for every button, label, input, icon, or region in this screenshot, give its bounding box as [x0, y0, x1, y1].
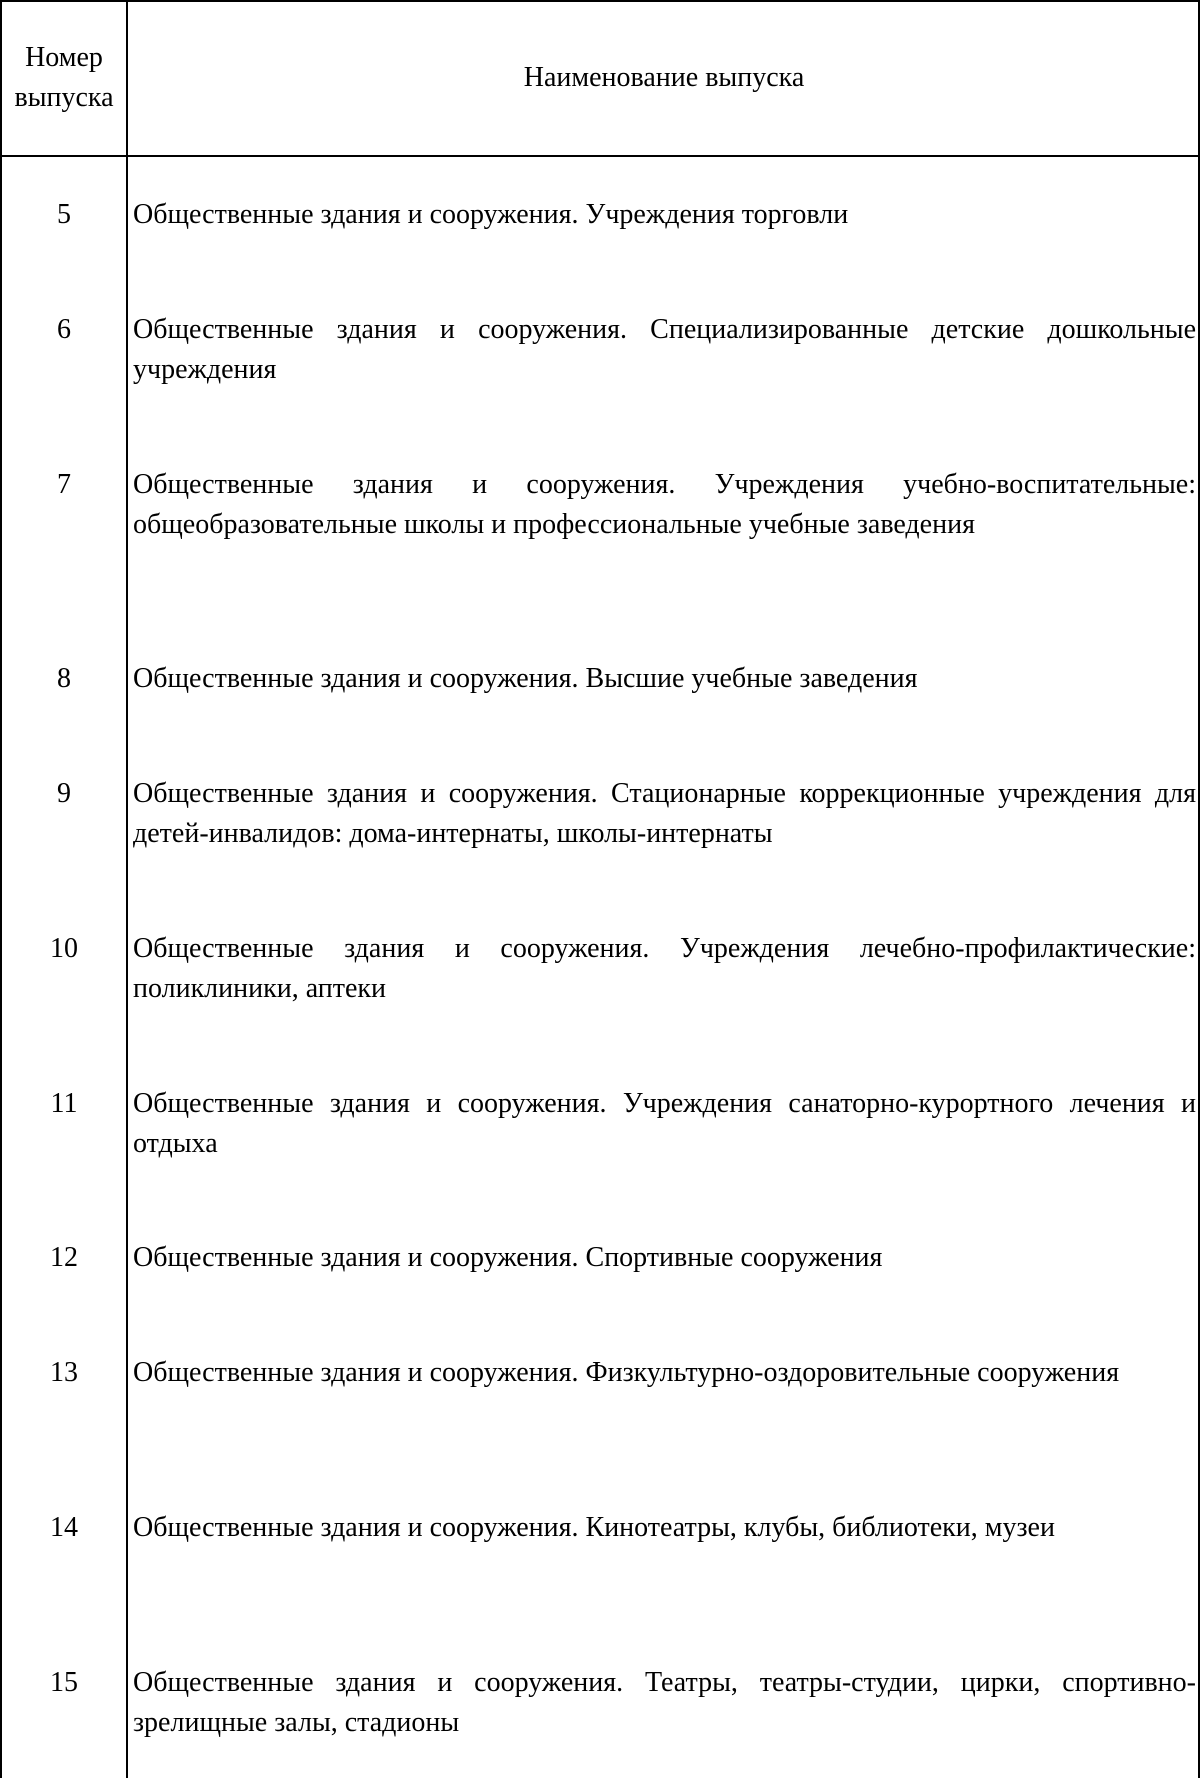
row-name: Общественные здания и сооружения. Театры, театры-студии, цирки, спортивно-зрелищные залы, стадионы [133, 1667, 1196, 1738]
row-name: Общественные здания и сооружения. Спортивные сооружения [133, 1242, 883, 1273]
row-number: 15 [50, 1667, 78, 1698]
row-name: Общественные здания и сооружения. Учреждения торговли [133, 199, 849, 230]
row-number: 14 [50, 1512, 78, 1543]
row-number: 6 [57, 314, 71, 345]
row-number: 5 [57, 199, 71, 230]
row-name: Общественные здания и сооружения. Учреждения лечебно-профилактические: поликлиники, аптеки [133, 933, 1196, 1004]
row-name: Общественные здания и сооружения. Учреждения санаторно-курортного лечения и отдыха [133, 1088, 1196, 1159]
header-number-cell [2, 0, 126, 156]
row-number: 10 [50, 933, 78, 964]
row-name: Общественные здания и сооружения. Стационарные коррекционные учреждения для детей-инвалидов: дома-интернаты, школы-интернаты [133, 778, 1196, 849]
row-number: 13 [50, 1357, 78, 1388]
row-number: 11 [50, 1088, 78, 1119]
row-number: 7 [57, 469, 71, 500]
row-number: 8 [57, 663, 71, 694]
row-name: Общественные здания и сооружения. Высшие учебные заведения [133, 663, 918, 694]
row-number: 12 [50, 1242, 78, 1273]
row-number: 9 [57, 778, 71, 809]
row-name: Общественные здания и сооружения. Специализированные детские дошкольные учреждения [133, 314, 1196, 385]
header-name-label: Наименование выпуска [523, 62, 805, 93]
header-number-label: Номер выпуска [14, 42, 114, 113]
row-name: Общественные здания и сооружения. Учреждения учебно-воспитательные: общеобразовательные школы и профессиональные учебные заведения [133, 469, 1196, 540]
row-name: Общественные здания и сооружения. Кинотеатры, клубы, библиотеки, музеи [133, 1512, 1055, 1543]
row-name: Общественные здания и сооружения. Физкультурно-оздоровительные сооружения [133, 1357, 1120, 1388]
column-divider [126, 0, 128, 1778]
header-name-cell [128, 0, 1200, 156]
